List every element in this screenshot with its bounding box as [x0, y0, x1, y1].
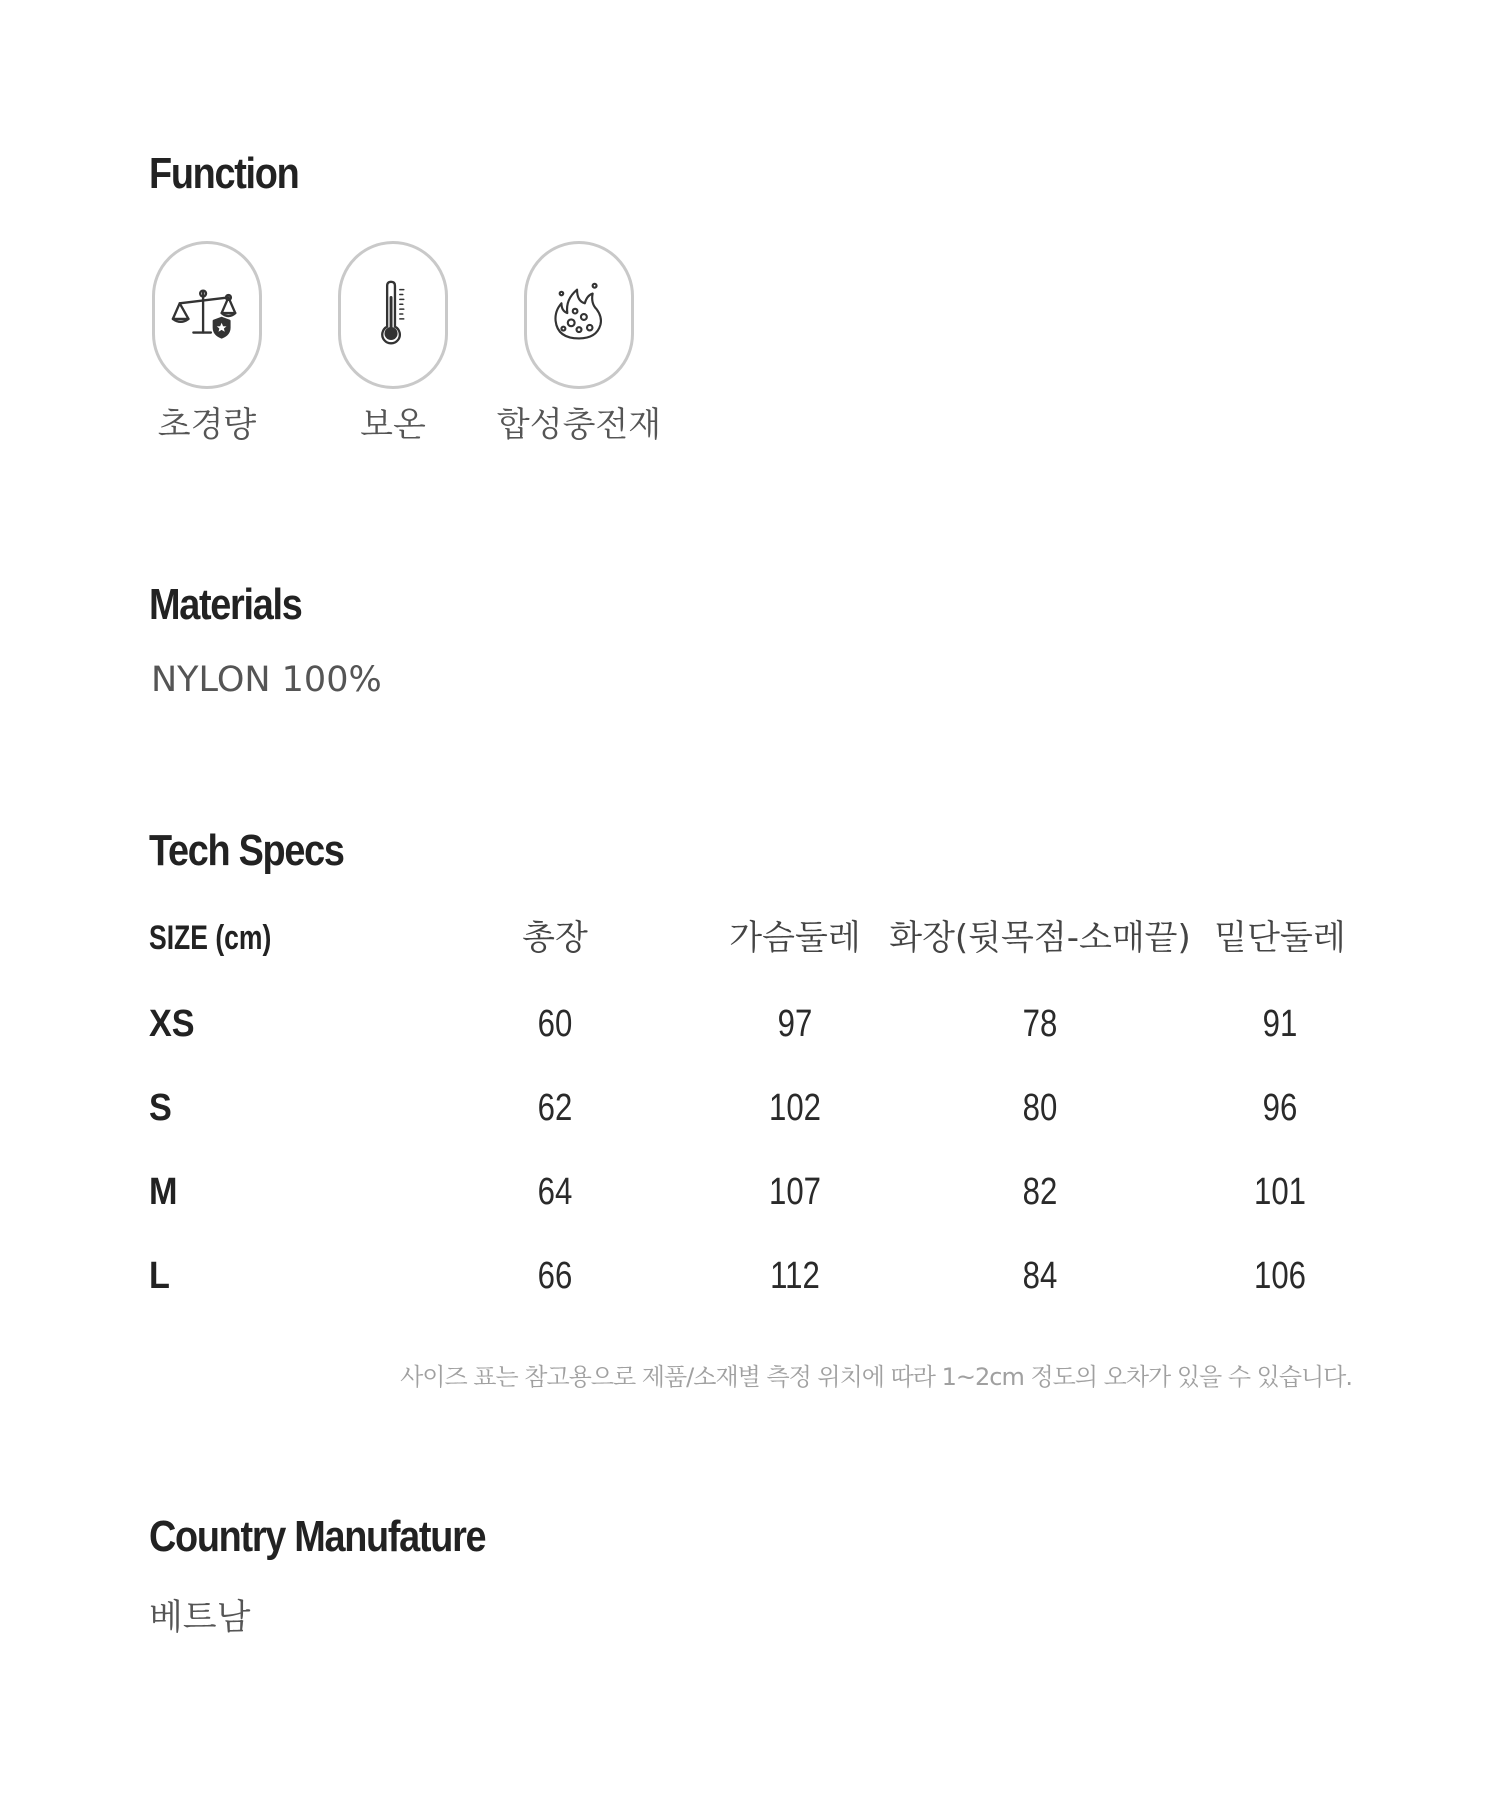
function-item-warmth [298, 241, 488, 446]
header-size: SIZE (cm) [149, 919, 272, 957]
size-chart-note: 사이즈 표는 참고용으로 제품/소재별 측정 위치에 따라 1~2cm 정도의 오차가 있을 수 있습니다. [400, 1363, 1352, 1391]
tech-specs-title: Tech Specs [149, 826, 344, 875]
hem-value: 101 [1254, 1171, 1306, 1213]
size-label: M [149, 1171, 178, 1213]
hem-value: 106 [1254, 1255, 1306, 1297]
thermometer-icon [354, 276, 432, 354]
function-label: 합성충전재 [496, 405, 662, 445]
sleeve-value: 80 [1022, 1087, 1058, 1129]
size-label: XS [149, 1003, 195, 1045]
function-item-lightweight [112, 241, 302, 446]
spec-table-header [0, 913, 1500, 963]
function-badge [338, 241, 448, 389]
length-value: 64 [537, 1171, 573, 1213]
chest-value: 97 [777, 1003, 813, 1045]
function-badge [152, 241, 262, 389]
header-chest: 가슴둘레 [729, 918, 861, 958]
sleeve-value: 84 [1022, 1255, 1058, 1297]
header-sleeve: 화장(뒷목점-소매끝) [889, 918, 1191, 958]
country-title: Country Manufature [149, 1512, 486, 1561]
country-value: 베트남 [149, 1598, 251, 1638]
header-hem: 밑단둘레 [1214, 918, 1346, 958]
materials-title: Materials [149, 580, 302, 629]
size-label: L [149, 1255, 170, 1297]
function-item-synthetic-fill [484, 241, 674, 446]
header-length: 총장 [522, 918, 588, 958]
function-badge [524, 241, 634, 389]
function-label: 초경량 [157, 405, 257, 445]
chest-value: 112 [770, 1255, 820, 1297]
function-label: 보온 [360, 405, 426, 445]
table-row [0, 999, 1500, 1049]
scale-icon [168, 276, 246, 354]
length-value: 62 [537, 1087, 573, 1129]
materials-value: NYLON 100% [151, 660, 382, 700]
size-label: S [149, 1087, 172, 1129]
hem-value: 91 [1262, 1003, 1298, 1045]
table-row [0, 1167, 1500, 1217]
chest-value: 107 [769, 1171, 821, 1213]
length-value: 60 [537, 1003, 573, 1045]
fill-material-icon [540, 276, 618, 354]
sleeve-value: 78 [1022, 1003, 1058, 1045]
table-row [0, 1251, 1500, 1301]
table-row [0, 1083, 1500, 1133]
hem-value: 96 [1262, 1087, 1298, 1129]
chest-value: 102 [769, 1087, 821, 1129]
sleeve-value: 82 [1022, 1171, 1058, 1213]
function-title: Function [149, 149, 299, 198]
length-value: 66 [537, 1255, 573, 1297]
